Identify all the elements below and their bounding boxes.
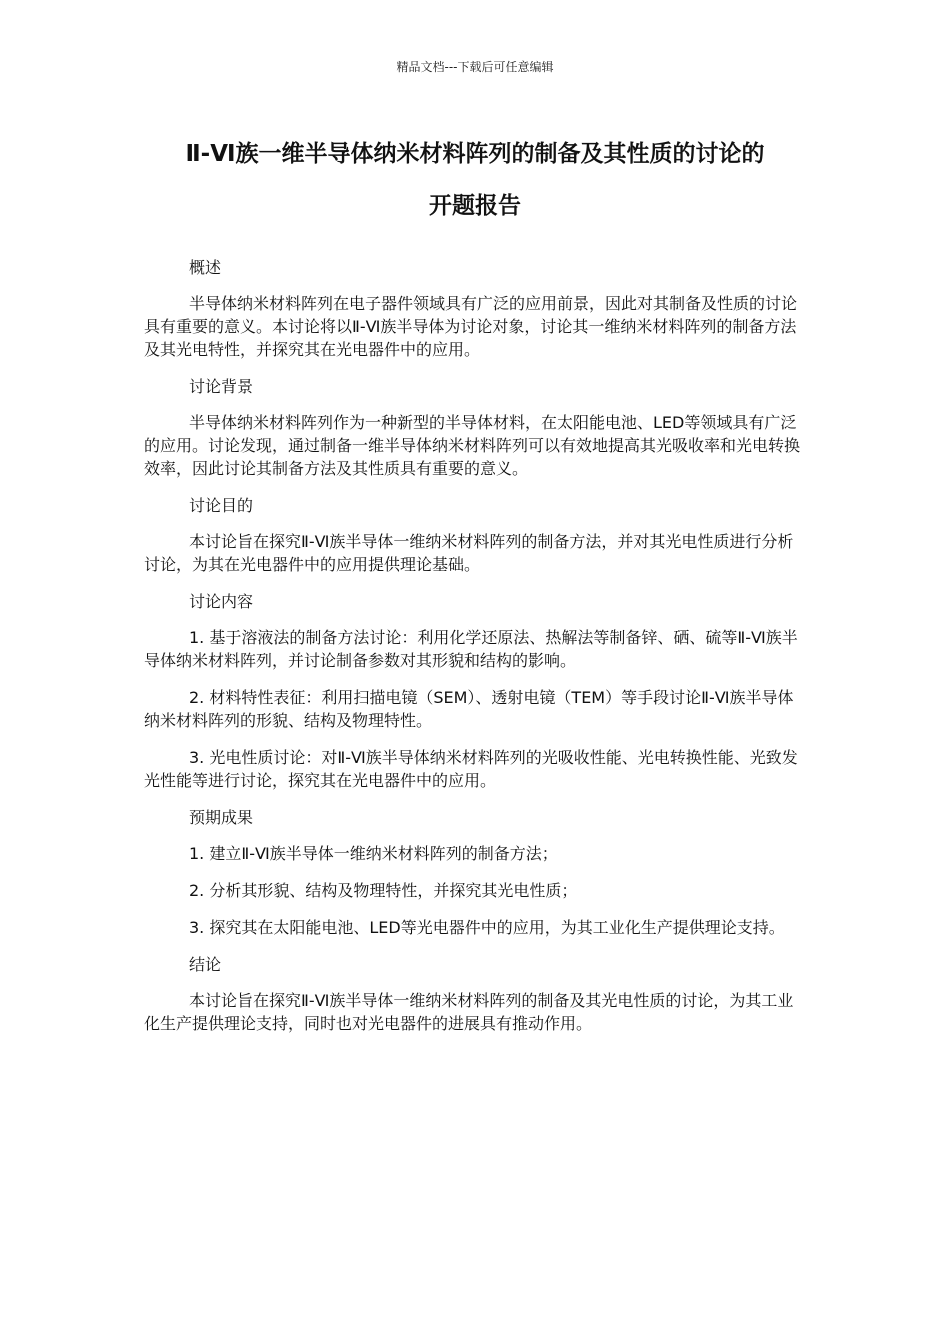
section-heading-purpose: 讨论目的 [189,496,254,515]
section-heading-overview: 概述 [189,258,222,277]
paragraph-conclusion: 本讨论旨在探究Ⅱ-Ⅵ族半导体一维纳米材料阵列的制备及其光电性质的讨论，为其工业化生产提供理论支持，同时也对光电器件的进展具有推动作用。 [144,991,794,1033]
paragraph-overview: 半导体纳米材料阵列在电子器件领域具有广泛的应用前景，因此对其制备及性质的讨论具有重要的意义。本讨论将以Ⅱ-Ⅵ族半导体为讨论对象，讨论其一维纳米材料阵列的制备方法及其光电特性，并探究其在光电器件中的应用。 [144,294,798,359]
paragraph-purpose: 本讨论旨在探究Ⅱ-Ⅵ族半导体一维纳米材料阵列的制备方法，并对其光电性质进行分析讨论，为其在光电器件中的应用提供理论基础。 [144,532,794,574]
result-item-1: 1. 建立Ⅱ-Ⅵ族半导体一维纳米材料阵列的制备方法； [189,844,558,863]
result-item-2: 2. 分析其形貌、结构及物理特性，并探究其光电性质； [189,881,578,900]
header-note: 精品文档---下载后可任意编辑 [396,60,554,74]
title-line-2: 开题报告 [429,193,521,219]
paragraph-background: 半导体纳米材料阵列作为一种新型的半导体材料，在太阳能电池、LED等领域具有广泛的应用。讨论发现，通过制备一维半导体纳米材料阵列可以有效地提高其光吸收率和光电转换效率，因此讨论其制备方法及其性质具有重要的意义。 [144,413,801,478]
content-item-3: 3. 光电性质讨论：对Ⅱ-Ⅵ族半导体纳米材料阵列的光吸收性能、光电转换性能、光致发光性能等进行讨论，探究其在光电器件中的应用。 [144,748,798,790]
title-line-1: Ⅱ-Ⅵ族一维半导体纳米材料阵列的制备及其性质的讨论的 [185,141,765,167]
section-heading-conclusion: 结论 [189,955,222,974]
result-item-3: 3. 探究其在太阳能电池、LED等光电器件中的应用，为其工业化生产提供理论支持。 [189,918,785,937]
section-heading-background: 讨论背景 [189,377,254,396]
page-title [120,128,830,232]
section-heading-content: 讨论内容 [189,592,254,611]
document-body [144,256,808,1049]
section-heading-results: 预期成果 [189,808,254,827]
content-item-2: 2. 材料特性表征：利用扫描电镜（SEM）、透射电镜（TEM）等手段讨论Ⅱ-Ⅵ族半导体纳米材料阵列的形貌、结构及物理特性。 [144,688,794,730]
content-item-1: 1. 基于溶液法的制备方法讨论：利用化学还原法、热解法等制备锌、硒、硫等Ⅱ-Ⅵ族半导体纳米材料阵列，并讨论制备参数对其形貌和结构的影响。 [144,628,798,670]
